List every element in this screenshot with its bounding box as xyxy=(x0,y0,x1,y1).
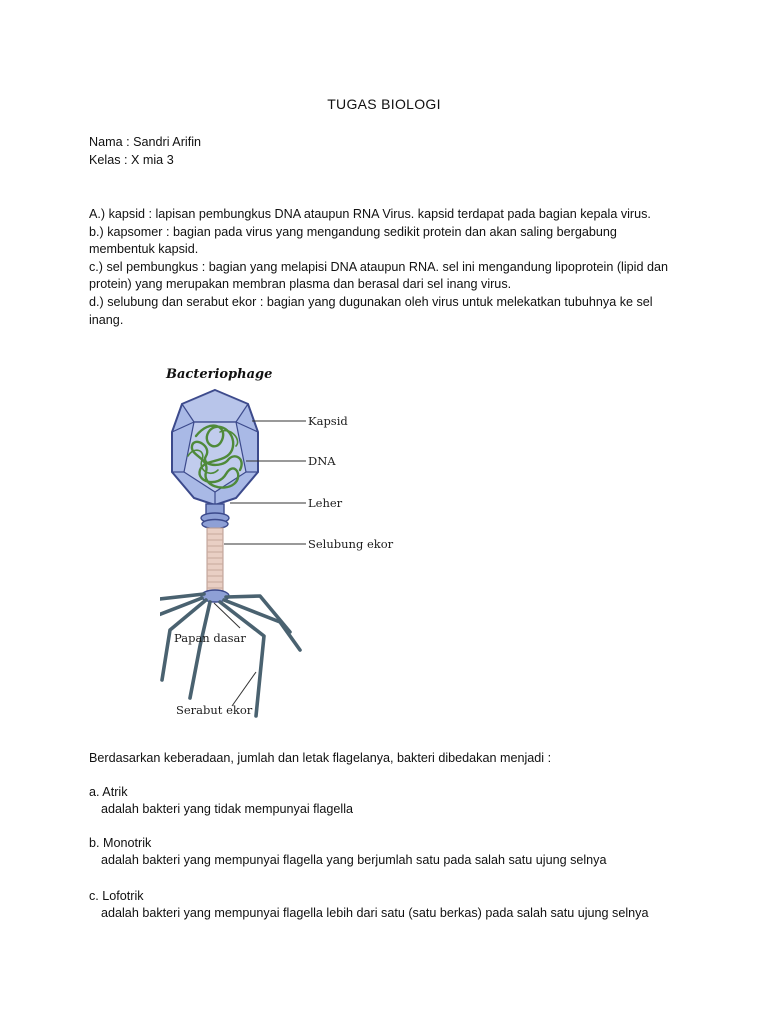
definition-line: A.) kapsid : lapisan pembungkus DNA ataupun RNA Virus. kapsid terdapat pada bagian kepala virus. xyxy=(89,207,651,221)
label-kapsid: Kapsid xyxy=(308,414,348,428)
definition-line: d.) selubung dan serabut ekor : bagian yang dugunakan oleh virus untuk melekatkan tubuhnya ke sel xyxy=(89,295,653,309)
definition-line: protein) yang merupakan membran plasma dan berasal dari sel inang virus. xyxy=(89,277,512,291)
flagella-type-desc: adalah bakteri yang mempunyai flagella lebih dari satu (satu berkas) pada salah satu ujung selnya xyxy=(101,906,649,920)
label-selubung-ekor: Selubung ekor xyxy=(308,537,394,551)
student-name: Nama : Sandri Arifin xyxy=(89,135,201,149)
label-papan-dasar: Papan dasar xyxy=(174,631,246,645)
capsid-head xyxy=(172,390,258,505)
tail-sheath xyxy=(207,528,223,592)
flagella-type-desc: adalah bakteri yang tidak mempunyai flagella xyxy=(101,802,354,816)
label-serabut-ekor: Serabut ekor xyxy=(176,703,253,717)
label-leher: Leher xyxy=(308,496,343,510)
diagram-title: Bacteriophage xyxy=(166,367,273,382)
flagella-type-desc: adalah bakteri yang mempunyai flagella yang berjumlah satu pada salah satu ujung selnya xyxy=(101,853,607,867)
flagella-intro: Berdasarkan keberadaan, jumlah dan letak flagelanya, bakteri dibedakan menjadi : xyxy=(89,751,552,765)
flagella-type-name: b. Monotrik xyxy=(89,836,152,850)
tail-fibers xyxy=(160,594,300,716)
flagella-type-name: c. Lofotrik xyxy=(89,889,144,903)
definition-line: inang. xyxy=(89,313,124,327)
page-title: TUGAS BIOLOGI xyxy=(327,96,441,112)
bacteriophage-diagram xyxy=(160,360,410,726)
student-class: Kelas : X mia 3 xyxy=(89,153,174,167)
label-dna: DNA xyxy=(308,454,336,468)
definition-line: membentuk kapsid. xyxy=(89,242,199,256)
neck-collar xyxy=(201,504,229,529)
definition-line: b.) kapsomer : bagian pada virus yang mengandung sedikit protein dan akan saling bergabung xyxy=(89,225,617,239)
definition-line: c.) sel pembungkus : bagian yang melapisi DNA ataupun RNA. sel ini mengandung lipoprotein (lipid dan xyxy=(89,260,668,274)
flagella-type-name: a. Atrik xyxy=(89,785,128,799)
